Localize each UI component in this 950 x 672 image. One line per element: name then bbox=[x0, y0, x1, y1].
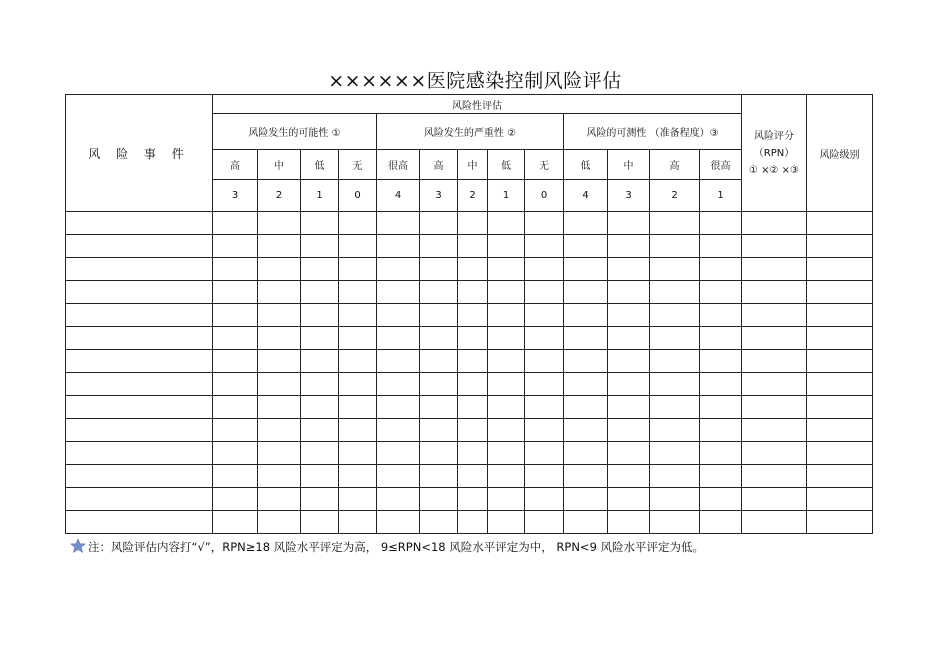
entry-cell[interactable] bbox=[807, 281, 873, 304]
entry-cell[interactable] bbox=[608, 373, 650, 396]
entry-cell[interactable] bbox=[377, 511, 420, 534]
entry-cell[interactable] bbox=[301, 212, 339, 235]
entry-cell[interactable] bbox=[650, 488, 700, 511]
entry-cell[interactable] bbox=[339, 465, 377, 488]
entry-cell[interactable] bbox=[650, 373, 700, 396]
entry-cell[interactable] bbox=[377, 212, 420, 235]
entry-cell[interactable] bbox=[700, 258, 742, 281]
entry-cell[interactable] bbox=[458, 350, 488, 373]
entry-cell[interactable] bbox=[525, 304, 564, 327]
entry-cell[interactable] bbox=[488, 511, 525, 534]
entry-cell[interactable] bbox=[420, 304, 458, 327]
entry-cell[interactable] bbox=[564, 442, 608, 465]
entry-cell[interactable] bbox=[458, 488, 488, 511]
entry-cell[interactable] bbox=[213, 511, 258, 534]
entry-cell[interactable] bbox=[377, 258, 420, 281]
entry-cell[interactable] bbox=[258, 304, 301, 327]
entry-cell[interactable] bbox=[564, 212, 608, 235]
entry-cell[interactable] bbox=[807, 373, 873, 396]
entry-cell[interactable] bbox=[700, 350, 742, 373]
entry-cell[interactable] bbox=[258, 373, 301, 396]
entry-cell[interactable] bbox=[458, 465, 488, 488]
entry-cell[interactable] bbox=[742, 442, 807, 465]
entry-cell[interactable] bbox=[488, 396, 525, 419]
entry-cell[interactable] bbox=[458, 281, 488, 304]
entry-cell[interactable] bbox=[301, 511, 339, 534]
entry-cell[interactable] bbox=[420, 373, 458, 396]
entry-cell[interactable] bbox=[525, 327, 564, 350]
level-label: 高 bbox=[650, 150, 700, 180]
risk-event-cell[interactable] bbox=[66, 488, 213, 511]
level-score: 3 bbox=[608, 180, 650, 212]
table-row bbox=[66, 258, 873, 281]
entry-cell[interactable] bbox=[650, 396, 700, 419]
entry-cell[interactable] bbox=[339, 419, 377, 442]
entry-cell[interactable] bbox=[458, 419, 488, 442]
table-row bbox=[66, 235, 873, 258]
entry-cell[interactable] bbox=[339, 373, 377, 396]
header-severity: 风险发生的严重性 ② bbox=[377, 114, 564, 150]
entry-cell[interactable] bbox=[301, 235, 339, 258]
entry-cell[interactable] bbox=[742, 488, 807, 511]
entry-cell[interactable] bbox=[258, 281, 301, 304]
entry-cell[interactable] bbox=[700, 419, 742, 442]
entry-cell[interactable] bbox=[742, 235, 807, 258]
entry-cell[interactable] bbox=[458, 396, 488, 419]
header-risk-level: 风险级别 bbox=[807, 95, 873, 212]
entry-cell[interactable] bbox=[650, 465, 700, 488]
level-score: 2 bbox=[650, 180, 700, 212]
entry-cell[interactable] bbox=[377, 304, 420, 327]
entry-cell[interactable] bbox=[525, 442, 564, 465]
risk-event-cell[interactable] bbox=[66, 304, 213, 327]
entry-cell[interactable] bbox=[564, 488, 608, 511]
level-label: 很高 bbox=[700, 150, 742, 180]
entry-cell[interactable] bbox=[608, 212, 650, 235]
entry-cell[interactable] bbox=[488, 419, 525, 442]
entry-cell[interactable] bbox=[608, 465, 650, 488]
entry-cell[interactable] bbox=[339, 511, 377, 534]
entry-cell[interactable] bbox=[339, 212, 377, 235]
entry-cell[interactable] bbox=[564, 235, 608, 258]
entry-cell[interactable] bbox=[339, 327, 377, 350]
entry-cell[interactable] bbox=[700, 281, 742, 304]
entry-cell[interactable] bbox=[650, 212, 700, 235]
risk-event-cell[interactable] bbox=[66, 396, 213, 419]
entry-cell[interactable] bbox=[807, 258, 873, 281]
table-row bbox=[66, 488, 873, 511]
entry-cell[interactable] bbox=[608, 511, 650, 534]
entry-cell[interactable] bbox=[377, 235, 420, 258]
table-row bbox=[66, 281, 873, 304]
entry-cell[interactable] bbox=[377, 442, 420, 465]
entry-cell[interactable] bbox=[564, 419, 608, 442]
risk-event-cell[interactable] bbox=[66, 212, 213, 235]
entry-cell[interactable] bbox=[488, 281, 525, 304]
header-likelihood: 风险发生的可能性 ① bbox=[213, 114, 377, 150]
entry-cell[interactable] bbox=[650, 511, 700, 534]
entry-cell[interactable] bbox=[525, 488, 564, 511]
risk-event-cell[interactable] bbox=[66, 465, 213, 488]
entry-cell[interactable] bbox=[742, 465, 807, 488]
risk-event-cell[interactable] bbox=[66, 281, 213, 304]
footnote-text: 注：风险评估内容打“√”，RPN≥18 风险水平评定为高， 9≤RPN<18 风险水平评定为中， RPN<9 风险水平评定为低。 bbox=[88, 540, 705, 554]
entry-cell[interactable] bbox=[339, 235, 377, 258]
entry-cell[interactable] bbox=[525, 350, 564, 373]
entry-cell[interactable] bbox=[700, 488, 742, 511]
entry-cell[interactable] bbox=[807, 212, 873, 235]
entry-cell[interactable] bbox=[213, 373, 258, 396]
table-row bbox=[66, 373, 873, 396]
entry-cell[interactable] bbox=[608, 396, 650, 419]
entry-cell[interactable] bbox=[488, 235, 525, 258]
entry-cell[interactable] bbox=[564, 373, 608, 396]
entry-cell[interactable] bbox=[458, 258, 488, 281]
entry-cell[interactable] bbox=[258, 511, 301, 534]
entry-cell[interactable] bbox=[807, 327, 873, 350]
entry-cell[interactable] bbox=[700, 212, 742, 235]
entry-cell[interactable] bbox=[742, 396, 807, 419]
entry-cell[interactable] bbox=[608, 327, 650, 350]
entry-cell[interactable] bbox=[742, 212, 807, 235]
entry-cell[interactable] bbox=[608, 442, 650, 465]
entry-cell[interactable] bbox=[213, 442, 258, 465]
header-detectability: 风险的可测性 （准备程度）③ bbox=[564, 114, 742, 150]
entry-cell[interactable] bbox=[807, 350, 873, 373]
entry-cell[interactable] bbox=[258, 419, 301, 442]
entry-cell[interactable] bbox=[807, 511, 873, 534]
entry-cell[interactable] bbox=[301, 327, 339, 350]
entry-cell[interactable] bbox=[301, 465, 339, 488]
rpn-abbrev: （RPN） bbox=[753, 147, 795, 159]
entry-cell[interactable] bbox=[377, 281, 420, 304]
risk-event-cell[interactable] bbox=[66, 511, 213, 534]
level-label: 中 bbox=[458, 150, 488, 180]
entry-cell[interactable] bbox=[213, 419, 258, 442]
entry-cell[interactable] bbox=[458, 212, 488, 235]
entry-cell[interactable] bbox=[339, 350, 377, 373]
entry-cell[interactable] bbox=[213, 396, 258, 419]
entry-cell[interactable] bbox=[213, 212, 258, 235]
entry-cell[interactable] bbox=[742, 419, 807, 442]
entry-cell[interactable] bbox=[420, 419, 458, 442]
risk-event-cell[interactable] bbox=[66, 419, 213, 442]
level-score: 4 bbox=[377, 180, 420, 212]
entry-cell[interactable] bbox=[700, 396, 742, 419]
level-label: 中 bbox=[608, 150, 650, 180]
entry-cell[interactable] bbox=[420, 350, 458, 373]
entry-cell[interactable] bbox=[700, 373, 742, 396]
entry-cell[interactable] bbox=[742, 304, 807, 327]
risk-event-cell[interactable] bbox=[66, 373, 213, 396]
entry-cell[interactable] bbox=[525, 235, 564, 258]
entry-cell[interactable] bbox=[458, 442, 488, 465]
entry-cell[interactable] bbox=[742, 511, 807, 534]
entry-cell[interactable] bbox=[608, 235, 650, 258]
entry-cell[interactable] bbox=[488, 350, 525, 373]
entry-cell[interactable] bbox=[564, 396, 608, 419]
entry-cell[interactable] bbox=[339, 258, 377, 281]
entry-cell[interactable] bbox=[650, 350, 700, 373]
entry-cell[interactable] bbox=[420, 258, 458, 281]
entry-cell[interactable] bbox=[650, 304, 700, 327]
entry-cell[interactable] bbox=[650, 235, 700, 258]
entry-cell[interactable] bbox=[301, 304, 339, 327]
level-label: 低 bbox=[301, 150, 339, 180]
entry-cell[interactable] bbox=[258, 442, 301, 465]
table-row bbox=[66, 304, 873, 327]
entry-cell[interactable] bbox=[807, 235, 873, 258]
entry-cell[interactable] bbox=[488, 212, 525, 235]
risk-assessment-table bbox=[65, 94, 873, 534]
entry-cell[interactable] bbox=[301, 396, 339, 419]
entry-cell[interactable] bbox=[377, 327, 420, 350]
table-row bbox=[66, 419, 873, 442]
entry-cell[interactable] bbox=[213, 327, 258, 350]
entry-cell[interactable] bbox=[258, 396, 301, 419]
entry-cell[interactable] bbox=[213, 350, 258, 373]
entry-cell[interactable] bbox=[650, 258, 700, 281]
entry-cell[interactable] bbox=[564, 511, 608, 534]
entry-cell[interactable] bbox=[213, 304, 258, 327]
level-label: 中 bbox=[258, 150, 301, 180]
entry-cell[interactable] bbox=[742, 327, 807, 350]
entry-cell[interactable] bbox=[377, 350, 420, 373]
level-score: 2 bbox=[458, 180, 488, 212]
entry-cell[interactable] bbox=[258, 235, 301, 258]
entry-cell[interactable] bbox=[525, 396, 564, 419]
entry-cell[interactable] bbox=[420, 511, 458, 534]
entry-cell[interactable] bbox=[564, 327, 608, 350]
table-row bbox=[66, 350, 873, 373]
entry-cell[interactable] bbox=[377, 373, 420, 396]
entry-cell[interactable] bbox=[525, 212, 564, 235]
entry-cell[interactable] bbox=[301, 442, 339, 465]
entry-cell[interactable] bbox=[301, 419, 339, 442]
table-row bbox=[66, 465, 873, 488]
entry-cell[interactable] bbox=[608, 258, 650, 281]
entry-cell[interactable] bbox=[742, 350, 807, 373]
entry-cell[interactable] bbox=[420, 465, 458, 488]
assessment-rows bbox=[66, 212, 873, 534]
entry-cell[interactable] bbox=[525, 281, 564, 304]
entry-cell[interactable] bbox=[258, 465, 301, 488]
table-row bbox=[66, 396, 873, 419]
entry-cell[interactable] bbox=[608, 304, 650, 327]
entry-cell[interactable] bbox=[608, 419, 650, 442]
entry-cell[interactable] bbox=[488, 258, 525, 281]
entry-cell[interactable] bbox=[377, 419, 420, 442]
entry-cell[interactable] bbox=[564, 465, 608, 488]
entry-cell[interactable] bbox=[700, 465, 742, 488]
page-title: ××××××医院感染控制风险评估 bbox=[328, 70, 622, 92]
entry-cell[interactable] bbox=[420, 442, 458, 465]
risk-event-cell[interactable] bbox=[66, 350, 213, 373]
footnote bbox=[70, 538, 704, 555]
entry-cell[interactable] bbox=[525, 511, 564, 534]
level-label: 很高 bbox=[377, 150, 420, 180]
entry-cell[interactable] bbox=[608, 488, 650, 511]
entry-cell[interactable] bbox=[525, 419, 564, 442]
rpn-formula: ① ×② ×③ bbox=[749, 164, 800, 176]
entry-cell[interactable] bbox=[488, 304, 525, 327]
entry-cell[interactable] bbox=[807, 465, 873, 488]
entry-cell[interactable] bbox=[742, 373, 807, 396]
table-row bbox=[66, 442, 873, 465]
entry-cell[interactable] bbox=[420, 327, 458, 350]
entry-cell[interactable] bbox=[377, 396, 420, 419]
entry-cell[interactable] bbox=[700, 442, 742, 465]
entry-cell[interactable] bbox=[742, 258, 807, 281]
entry-cell[interactable] bbox=[488, 465, 525, 488]
table-row bbox=[66, 511, 873, 534]
entry-cell[interactable] bbox=[420, 396, 458, 419]
level-label: 低 bbox=[564, 150, 608, 180]
entry-cell[interactable] bbox=[458, 235, 488, 258]
level-score: 3 bbox=[213, 180, 258, 212]
table-row bbox=[66, 327, 873, 350]
risk-event-cell[interactable] bbox=[66, 442, 213, 465]
entry-cell[interactable] bbox=[564, 258, 608, 281]
entry-cell[interactable] bbox=[301, 350, 339, 373]
risk-event-cell[interactable] bbox=[66, 235, 213, 258]
level-score: 4 bbox=[564, 180, 608, 212]
entry-cell[interactable] bbox=[525, 258, 564, 281]
level-label: 高 bbox=[420, 150, 458, 180]
header-risk-assessment: 风险性评估 bbox=[213, 95, 742, 114]
rpn-label: 风险评分 bbox=[754, 130, 795, 142]
entry-cell[interactable] bbox=[420, 488, 458, 511]
entry-cell[interactable] bbox=[258, 350, 301, 373]
header-rpn bbox=[742, 95, 807, 212]
entry-cell[interactable] bbox=[339, 488, 377, 511]
header-risk-event: 风 险 事 件 bbox=[66, 95, 213, 212]
level-score: 0 bbox=[339, 180, 377, 212]
entry-cell[interactable] bbox=[420, 212, 458, 235]
entry-cell[interactable] bbox=[650, 281, 700, 304]
entry-cell[interactable] bbox=[258, 212, 301, 235]
entry-cell[interactable] bbox=[525, 373, 564, 396]
entry-cell[interactable] bbox=[525, 465, 564, 488]
entry-cell[interactable] bbox=[258, 488, 301, 511]
entry-cell[interactable] bbox=[377, 488, 420, 511]
entry-cell[interactable] bbox=[458, 511, 488, 534]
level-label: 低 bbox=[488, 150, 525, 180]
entry-cell[interactable] bbox=[213, 281, 258, 304]
entry-cell[interactable] bbox=[213, 488, 258, 511]
entry-cell[interactable] bbox=[458, 373, 488, 396]
entry-cell[interactable] bbox=[377, 465, 420, 488]
entry-cell[interactable] bbox=[301, 258, 339, 281]
entry-cell[interactable] bbox=[700, 235, 742, 258]
entry-cell[interactable] bbox=[700, 327, 742, 350]
entry-cell[interactable] bbox=[339, 442, 377, 465]
level-score: 3 bbox=[420, 180, 458, 212]
entry-cell[interactable] bbox=[608, 281, 650, 304]
entry-cell[interactable] bbox=[650, 419, 700, 442]
entry-cell[interactable] bbox=[420, 281, 458, 304]
entry-cell[interactable] bbox=[339, 281, 377, 304]
entry-cell[interactable] bbox=[213, 258, 258, 281]
entry-cell[interactable] bbox=[258, 258, 301, 281]
level-label: 高 bbox=[213, 150, 258, 180]
entry-cell[interactable] bbox=[564, 304, 608, 327]
risk-event-cell[interactable] bbox=[66, 258, 213, 281]
entry-cell[interactable] bbox=[742, 281, 807, 304]
entry-cell[interactable] bbox=[458, 327, 488, 350]
entry-cell[interactable] bbox=[564, 281, 608, 304]
entry-cell[interactable] bbox=[213, 465, 258, 488]
entry-cell[interactable] bbox=[488, 488, 525, 511]
level-score: 1 bbox=[488, 180, 525, 212]
entry-cell[interactable] bbox=[339, 396, 377, 419]
entry-cell[interactable] bbox=[700, 511, 742, 534]
entry-cell[interactable] bbox=[807, 396, 873, 419]
entry-cell[interactable] bbox=[488, 373, 525, 396]
entry-cell[interactable] bbox=[301, 488, 339, 511]
entry-cell[interactable] bbox=[608, 350, 650, 373]
star-icon bbox=[70, 538, 86, 554]
entry-cell[interactable] bbox=[650, 442, 700, 465]
level-score: 2 bbox=[258, 180, 301, 212]
level-score: 1 bbox=[700, 180, 742, 212]
entry-cell[interactable] bbox=[488, 327, 525, 350]
entry-cell[interactable] bbox=[700, 304, 742, 327]
entry-cell[interactable] bbox=[807, 488, 873, 511]
entry-cell[interactable] bbox=[807, 419, 873, 442]
risk-event-cell[interactable] bbox=[66, 327, 213, 350]
level-score: 1 bbox=[301, 180, 339, 212]
entry-cell[interactable] bbox=[213, 235, 258, 258]
entry-cell[interactable] bbox=[650, 327, 700, 350]
entry-cell[interactable] bbox=[301, 373, 339, 396]
entry-cell[interactable] bbox=[807, 304, 873, 327]
entry-cell[interactable] bbox=[420, 235, 458, 258]
entry-cell[interactable] bbox=[258, 327, 301, 350]
table-row bbox=[66, 212, 873, 235]
level-label: 无 bbox=[339, 150, 377, 180]
level-label: 无 bbox=[525, 150, 564, 180]
entry-cell[interactable] bbox=[339, 304, 377, 327]
level-score: 0 bbox=[525, 180, 564, 212]
entry-cell[interactable] bbox=[301, 281, 339, 304]
entry-cell[interactable] bbox=[807, 442, 873, 465]
entry-cell[interactable] bbox=[488, 442, 525, 465]
entry-cell[interactable] bbox=[458, 304, 488, 327]
entry-cell[interactable] bbox=[564, 350, 608, 373]
